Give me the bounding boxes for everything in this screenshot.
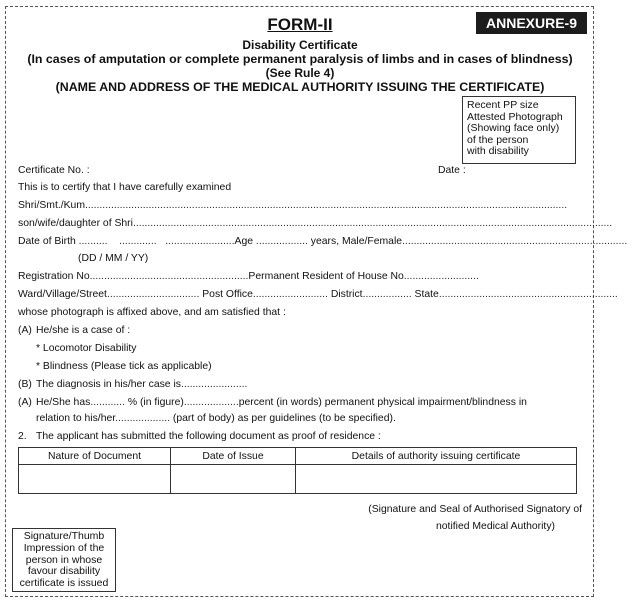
thumb-impression-box[interactable] [12,528,116,592]
relation-label: son/wife/daughter of Shri [18,218,133,229]
table-header-row [19,448,577,465]
form-rule: (See Rule 4) [265,66,335,80]
form-subtitle: Disability Certificate [242,38,358,52]
table-row [19,465,577,494]
date-label: Date : [438,165,466,176]
form-scope: (In cases of amputation or complete permanent paralysis of limbs and in cases of blindness) [27,52,573,66]
state-label: State [414,289,439,300]
dob-format: (DD / MM / YY) [78,253,149,264]
thumb-box-line: person in whose [25,553,103,566]
age-label: Age [234,236,254,247]
section-c-label: (A) [18,397,32,408]
impairment-field[interactable]: He/She has............ % (in figure)...................percent (in words) permanent physical impairment/blindness in [36,397,527,408]
name-field[interactable]: Shri/Smt./Kum....................................................................................................................................................................... [18,200,568,211]
table-header: Details of authority issuing certificate [296,448,577,465]
certify-text: This is to certify that I have carefully examined [18,182,232,193]
years-gender-label: years, Male/Female [310,236,403,247]
option-blindness[interactable]: * Blindness (Please tick as applicable) [36,361,212,372]
signatory-line-1: (Signature and Seal of Authorised Signatory of [368,504,582,515]
body-part-field[interactable]: relation to his/her................... (part of body) as per guidelines (to be specified). [36,413,396,424]
photo-box-line: Recent PP size [467,99,539,111]
table-cell[interactable] [171,465,296,494]
residence-proof-table [18,447,577,494]
impairment-label-c: percent (in words) permanent physical impairment/blindness in [238,397,527,408]
signatory-line-2: notified Medical Authority) [436,521,555,532]
annexure-badge: ANNEXURE-9 [476,12,587,34]
photo-box-line: (Showing face only) [467,122,560,135]
registration-field[interactable]: Registration No.......................................................Permanent Resident of House No.......................... [18,271,479,282]
shri-label: Shri/Smt./Kum. [18,200,88,211]
table-cell[interactable] [19,465,171,494]
authority-heading: (NAME AND ADDRESS OF THE MEDICAL AUTHORITY ISSUING THE CERTIFICATE) [55,80,545,94]
form-title: FORM-II [267,15,333,34]
resident-label: Permanent Resident of House No. [248,271,407,282]
district-label: District [330,289,363,300]
post-office-label: Post Office [202,289,253,300]
item2-text: The applicant has submitted the following document as proof of residence : [36,431,381,442]
section-a-label: (A) [18,325,32,336]
table-header: Nature of Document [19,448,171,465]
dob-age-field[interactable]: Date of Birth .......... ............. ........................Age .................. years, Male/Female.............................................................................. [18,236,627,247]
body-part-label-b: (part of body) as per guidelines (to be specified). [172,413,396,424]
photo-box [462,96,576,164]
photo-box-line: with disability [467,145,529,158]
address-field[interactable]: Ward/Village/Street................................ Post Office.......................... District................. State.............................................................. [18,289,618,300]
section-b-label: (B) [18,379,32,390]
photo-box-line: of the person [467,133,529,146]
relation-field[interactable]: son/wife/daughter of Shri...................................................................................................................................................................... [18,218,613,229]
registration-label: Registration No. [18,271,93,282]
body-part-label-a: relation to his/her [36,413,116,424]
table-cell[interactable] [296,465,577,494]
certificate-no-label: Certificate No. : [18,165,90,176]
ward-label: Ward/Village/Street [18,289,107,300]
thumb-box-line: certificate is issued [19,577,109,590]
item2-label: 2. [18,431,27,442]
diagnosis-field[interactable]: The diagnosis in his/her case is....................... [36,379,248,390]
diagnosis-label: The diagnosis in his/her case is [36,379,181,390]
thumb-box-line: favour disability [27,565,101,578]
table-header: Date of Issue [171,448,296,465]
thumb-box-line: Signature/Thumb [23,530,105,542]
photo-affixed-text: whose photograph is affixed above, and am satisfied that : [18,307,286,318]
section-a-text: He/she is a case of : [36,325,131,336]
dob-label: Date of Birth [18,236,76,247]
impairment-label-a: He/She has [36,397,91,408]
photo-box-line: Attested Photograph [467,110,563,123]
option-locomotor[interactable]: * Locomotor Disability [36,343,137,354]
impairment-label-b: % (in figure) [127,397,184,408]
thumb-box-line: Impression of the [23,541,105,554]
